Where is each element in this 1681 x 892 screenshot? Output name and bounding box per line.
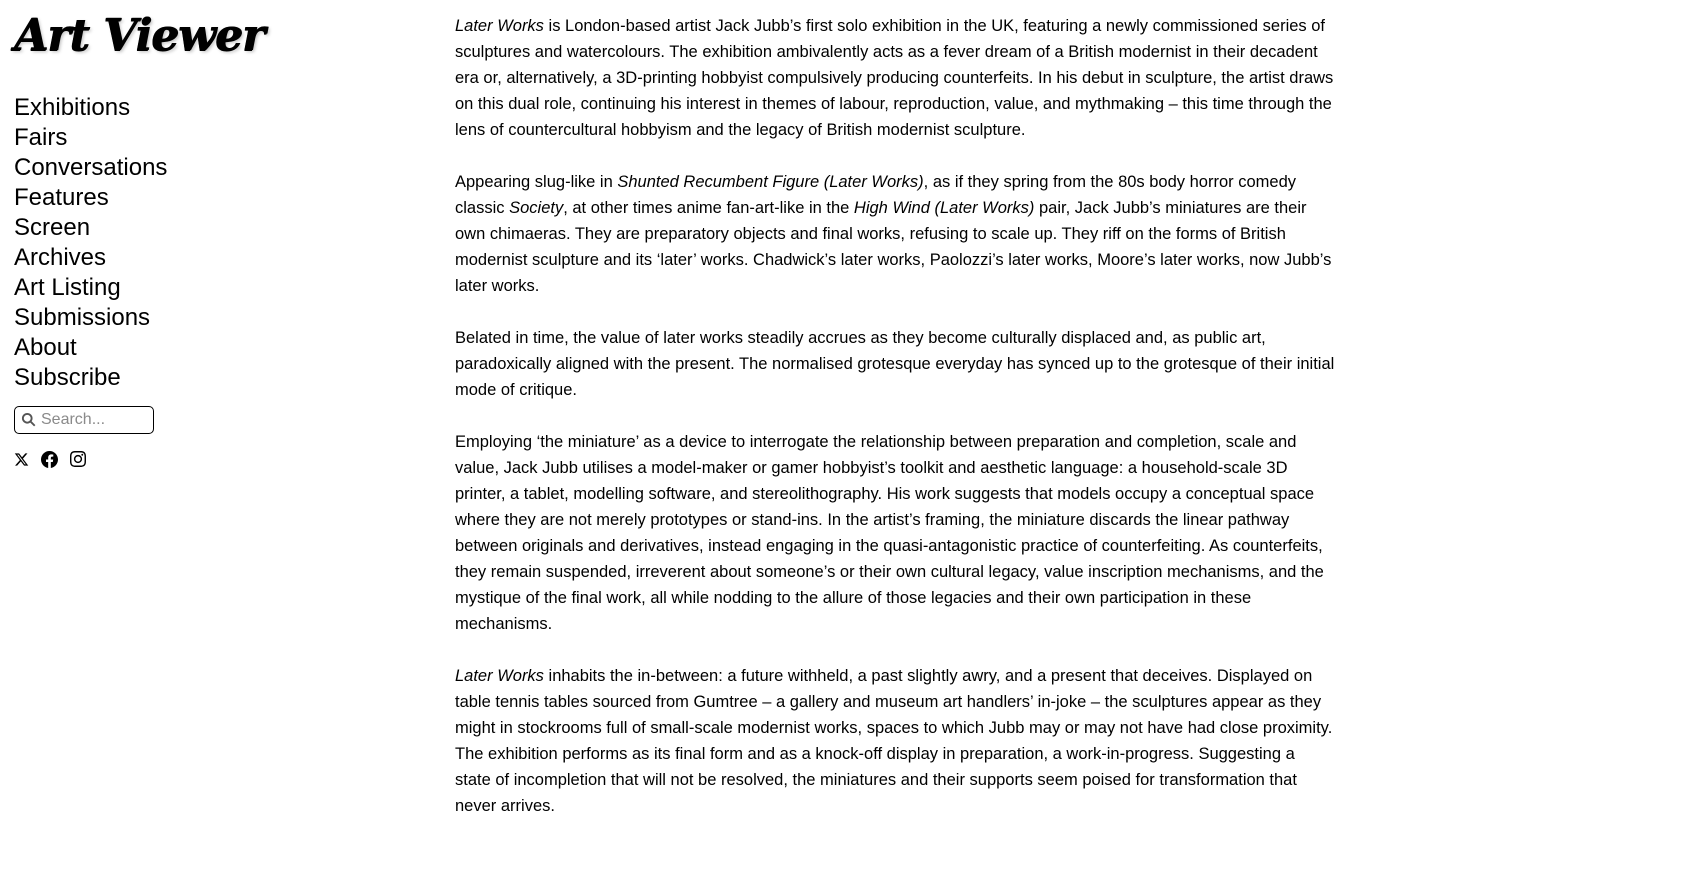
nav-item-fairs[interactable]: Fairs [14,123,68,151]
article-paragraph [455,325,1335,403]
article-text: , at other times anime fan-art-like in the [563,199,854,217]
article-text-italic: Later Works [455,17,544,35]
search-box [14,406,154,434]
article-text: inhabits the in-between: a future withheld, a past slightly awry, and a present that deceives. Displayed on table tennis tables sourced from Gumtree – a gallery and museum art handlers’ in-joke – the sculptures appear as they might in stockrooms full of small-scale modernist works, spaces to which Jubb may or may not have had close proximity. The exhibition performs as its final form and as a knock-off display in preparation, a work-in-progress. Suggesting a state of incompletion that will not be resolved, the miniatures and their supports seem poised for transformation that never arrives. [455,667,1333,815]
article-text: pair, Jack Jubb’s miniatures are their own chimaeras. They are preparatory objects and final works, refusing to scale up. They riff on the forms of British modernist sculpture and its ‘later’ works. Chadwick’s later works, Paolozzi’s later works, Moore’s later works, now Jubb’s later works. [455,199,1332,295]
nav-item-conversations[interactable]: Conversations [14,153,168,181]
main-nav [14,93,455,393]
nav-item-archives[interactable]: Archives [14,243,107,271]
site-logo[interactable]: Art Viewer [14,10,265,61]
instagram-icon[interactable] [70,451,86,467]
article-text: is London-based artist Jack Jubb’s first solo exhibition in the UK, featuring a newly commissioned series of sculptures and watercolours. The exhibition ambivalently acts as a fever dream of a British modernist in their decadent era or, alternatively, a 3D-printing hobbyist compulsively producing counterfeits. In his debut in sculpture, the artist draws on this dual role, continuing his interest in themes of labour, reproduction, value, and mythmaking – this time through the lens of countercultural hobbyism and the legacy of British modernist sculpture. [455,17,1334,139]
article-text-italic: High Wind (Later Works) [853,199,1035,217]
article-text: Employing ‘the miniature’ as a device to interrogate the relationship between preparation and completion, scale and value, Jack Jubb utilises a model-maker or gamer hobbyist’s toolkit and aesthetic language: a household-scale 3D printer, a tablet, modelling software, and stereolithography. His work suggests that models occupy a conceptual space where they are not merely prototypes or stand-ins. In the artist’s framing, the miniature discards the linear pathway between originals and derivatives, instead engaging in the quasi-antagonistic practice of counterfeiting. As counterfeits, they remain suspended, irreverent about someone’s or their own cultural legacy, value inscription mechanisms, and the mystique of the final work, all while nodding to the allure of those legacies and their own participation in these mechanisms. [455,433,1324,633]
nav-item-screen[interactable]: Screen [14,213,91,241]
article-body [455,13,1335,819]
social-links [14,451,455,468]
nav-item-art-listing[interactable]: Art Listing [14,273,121,301]
nav-item-subscribe[interactable]: Subscribe [14,363,121,391]
nav-item-exhibitions[interactable]: Exhibitions [14,93,131,121]
nav-item-features[interactable]: Features [14,183,109,211]
sidebar [0,0,455,892]
article-paragraph [455,169,1335,299]
search-icon [21,412,36,427]
article-paragraph [455,663,1335,819]
article-text-italic: Later Works [455,667,544,685]
article-paragraph [455,429,1335,637]
search-input[interactable] [41,411,147,429]
article-text-italic: Society [509,199,564,217]
article-text: , as if they spring from the 80s body horror comedy classic [455,173,1296,217]
x-icon[interactable] [14,452,29,467]
facebook-icon[interactable] [41,451,58,468]
nav-item-about[interactable]: About [14,333,77,361]
nav-item-submissions[interactable]: Submissions [14,303,151,331]
article-paragraph [455,13,1335,143]
article-text: Belated in time, the value of later works steadily accrues as they become culturally displaced and, as public art, paradoxically aligned with the present. The normalised grotesque everyday has synced up to the grotesque of their initial mode of critique. [455,329,1335,399]
article-text: Appearing slug-like in [455,173,618,191]
article-text-italic: Shunted Recumbent Figure (Later Works) [617,173,924,191]
